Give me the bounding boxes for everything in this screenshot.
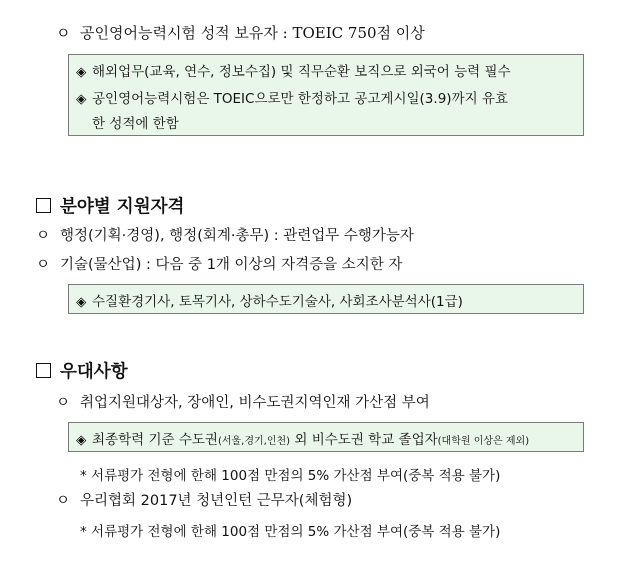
list-item-text: 취업지원대상자, 장애인, 비수도권지역인재 가산점 부여 xyxy=(80,395,430,411)
note-small-text: (대학원 이상은 제외) xyxy=(437,436,530,447)
diamond-bullet-icon: ◈ xyxy=(76,432,87,448)
note-small-text: (서울,경기,인천) xyxy=(217,436,291,447)
circle-bullet-icon: ㅇ xyxy=(56,24,71,42)
list-item-text: 기술(물산업) : 다음 중 1개 이상의 자격증을 소지한 자 xyxy=(60,257,403,273)
note-row xyxy=(76,87,508,107)
square-bullet-icon xyxy=(36,363,51,378)
note-row xyxy=(76,60,511,80)
list-item-text: 공인영어능력시험 성적 보유자 : TOEIC 750점 이상 xyxy=(80,24,425,42)
diamond-bullet-icon: ◈ xyxy=(76,294,87,310)
diamond-bullet-icon: ◈ xyxy=(76,64,87,80)
note-row xyxy=(76,428,529,448)
note-text: 공인영어능력시험은 TOEIC으로만 한정하고 공고게시일(3.9)까지 유효 xyxy=(92,91,509,107)
heading-text: 우대사항 xyxy=(60,362,128,382)
square-bullet-icon xyxy=(36,198,51,213)
heading-text: 분야별 지원자격 xyxy=(60,197,185,217)
section-heading-preferences xyxy=(36,358,128,383)
note-text: 최종학력 기준 수도권 xyxy=(92,432,218,448)
list-item-text: 행정(기획·경영), 행정(회계·총무) : 관련업무 수행가능자 xyxy=(60,228,414,244)
list-item-bonus xyxy=(56,391,430,412)
circle-bullet-icon: ㅇ xyxy=(56,395,71,411)
asterisk-note: * 서류평가 전형에 한해 100점 만점의 5% 가산점 부여(중복 적용 불가) xyxy=(80,524,501,540)
note-text: 해외업무(교육, 연수, 정보수집) 및 직무순환 보직으로 외국어 능력 필수 xyxy=(92,64,511,80)
note-text: 한 성적에 한함 xyxy=(92,116,179,132)
asterisk-note: * 서류평가 전형에 한해 100점 만점의 5% 가산점 부여(중복 적용 불가) xyxy=(80,468,501,484)
note-row xyxy=(92,112,179,132)
note-text: 외 비수도권 학교 졸업자 xyxy=(290,432,438,448)
note-row xyxy=(76,290,463,310)
section-heading-qualifications xyxy=(36,193,184,218)
list-item-tech xyxy=(36,253,402,274)
circle-bullet-icon: ㅇ xyxy=(56,493,71,509)
list-item-intern xyxy=(56,489,352,510)
circle-bullet-icon: ㅇ xyxy=(36,257,51,273)
list-item-admin xyxy=(36,224,414,245)
list-item-toeic xyxy=(56,22,425,43)
circle-bullet-icon: ㅇ xyxy=(36,228,51,244)
diamond-bullet-icon: ◈ xyxy=(76,91,87,107)
note-text: 수질환경기사, 토목기사, 상하수도기술사, 사회조사분석사(1급) xyxy=(92,294,463,310)
list-item-text: 우리협회 2017년 청년인턴 근무자(체험형) xyxy=(80,493,353,509)
